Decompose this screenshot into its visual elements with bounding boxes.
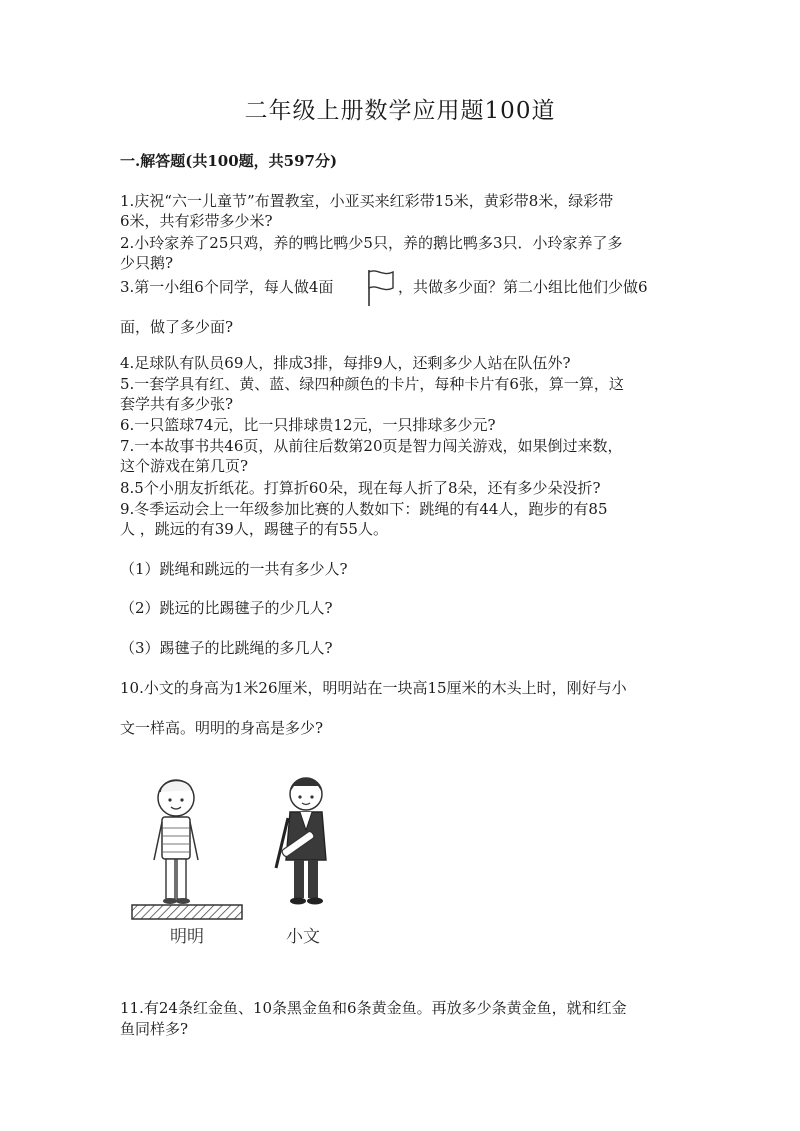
q10-line2: 文一样高。明明的身高是多少? bbox=[120, 719, 324, 737]
wooden-block bbox=[132, 905, 242, 919]
q2-line1: 2.小玲家养了25只鸡，养的鸭比鸭少5只，养的鹅比鸭多3只．小玲家养了多 bbox=[120, 234, 623, 252]
q9-sub2: （2）跳远的比踢毽子的少几人? bbox=[120, 599, 333, 617]
q9-sub1: （1）跳绳和跳远的一共有多少人? bbox=[120, 560, 348, 578]
page-title: 二年级上册数学应用题100道 bbox=[244, 98, 556, 124]
q3-line1-part1: 3.第一小组6个同学，每人做4面 bbox=[120, 278, 334, 296]
q3-line2: 面，做了多少面? bbox=[120, 318, 234, 336]
q7-line1: 7.一本故事书共46页，从前往后数第20页是智力闯关游戏，如果倒过来数， bbox=[120, 437, 623, 455]
q8-line: 8.5个小朋友折纸花。打算折60朵，现在每人折了8朵，还有多少朵没折? bbox=[120, 479, 601, 497]
q9-line2: 人 ，跳远的有39人，踢毽子的有55人。 bbox=[120, 520, 388, 538]
q5-line1: 5.一套学具有红、黄、蓝、绿四种颜色的卡片，每种卡片有6张，算一算，这 bbox=[120, 375, 624, 393]
q10-line1: 10.小文的身高为1米26厘米，明明站在一块高15厘米的木头上时，刚好与小 bbox=[120, 679, 627, 697]
q9-line1: 9.冬季运动会上一年级参加比赛的人数如下：跳绳的有44人，跑步的有85 bbox=[120, 500, 608, 518]
mingming-figure bbox=[154, 780, 198, 904]
q11-line1: 11.有24条红金鱼、10条黑金鱼和6条黄金鱼。再放多少条黄金鱼，就和红金 bbox=[120, 999, 627, 1017]
q5-line2: 套学共有多少张? bbox=[120, 395, 234, 413]
q2-line2: 少只鹅? bbox=[120, 254, 174, 272]
height-illustration bbox=[128, 770, 348, 954]
q7-line2: 这个游戏在第几页? bbox=[120, 457, 249, 475]
q1-line1: 1.庆祝“六一儿童节”布置教室，小亚买来红彩带15米，黄彩带8米，绿彩带 bbox=[120, 192, 614, 210]
q1-line2: 6米，共有彩带多少米? bbox=[120, 212, 273, 230]
q4-line: 4.足球队有队员69人，排成3排，每排9人，还剩多少人站在队伍外? bbox=[120, 354, 571, 372]
q11-line2: 鱼同样多? bbox=[120, 1020, 189, 1038]
q9-sub3: （3）踢毽子的比跳绳的多几人? bbox=[120, 639, 333, 657]
q6-line: 6.一只篮球74元，比一只排球贵12元，一只排球多少元? bbox=[120, 416, 496, 434]
xiaowen-figure bbox=[276, 778, 326, 905]
q3-line1-part2: ，共做多少面？第二小组比他们少做6 bbox=[398, 278, 648, 296]
figure-label-left: 明明 bbox=[170, 927, 204, 947]
section-heading: 一.解答题(共100题，共597分) bbox=[120, 152, 338, 170]
flag-icon bbox=[365, 268, 397, 308]
figure-label-right: 小文 bbox=[286, 927, 320, 947]
